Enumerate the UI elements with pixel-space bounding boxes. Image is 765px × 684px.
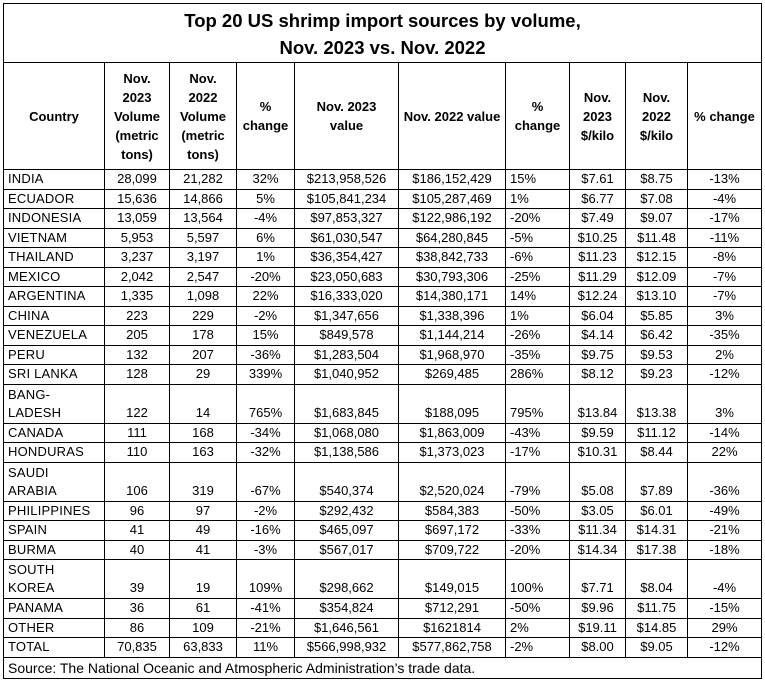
country-cell: ARGENTINA bbox=[4, 287, 105, 307]
volume-2022-cell: 3,197 bbox=[170, 248, 237, 268]
price-2023-cell: $4.14 bbox=[570, 326, 626, 346]
table-row bbox=[4, 248, 762, 268]
value-2022-cell: $14,380,171 bbox=[399, 287, 506, 307]
value-change-cell: -43% bbox=[506, 423, 570, 443]
volume-2022-cell: 163 bbox=[170, 443, 237, 463]
value-2023-cell: $1,040,952 bbox=[295, 365, 399, 385]
volume-change-cell: -3% bbox=[237, 540, 295, 560]
volume-change-cell: 11% bbox=[237, 638, 295, 658]
price-2023-cell: $12.24 bbox=[570, 287, 626, 307]
volume-2023-cell: 70,835 bbox=[105, 638, 170, 658]
value-2022-cell: $584,383 bbox=[399, 501, 506, 521]
header-price-change: % change bbox=[688, 63, 762, 170]
table-row bbox=[4, 189, 762, 209]
country-cell: PANAMA bbox=[4, 599, 105, 619]
price-2023-cell: $13.84 bbox=[570, 384, 626, 423]
volume-2022-cell: 2,547 bbox=[170, 267, 237, 287]
value-2023-cell: $1,068,080 bbox=[295, 423, 399, 443]
value-change-cell: 286% bbox=[506, 365, 570, 385]
value-change-cell: 14% bbox=[506, 287, 570, 307]
price-2022-cell: $14.31 bbox=[626, 521, 688, 541]
value-change-cell: 1% bbox=[506, 189, 570, 209]
value-change-cell: -33% bbox=[506, 521, 570, 541]
country-cell: BURMA bbox=[4, 540, 105, 560]
volume-2023-cell: 28,099 bbox=[105, 170, 170, 190]
volume-change-cell: 109% bbox=[237, 560, 295, 599]
country-cell: CHINA bbox=[4, 306, 105, 326]
header-price-2023: Nov. 2023 $/kilo bbox=[570, 63, 626, 170]
country-cell: SAUDI ARABIA bbox=[4, 462, 105, 501]
value-change-cell: -17% bbox=[506, 443, 570, 463]
value-2022-cell: $122,986,192 bbox=[399, 209, 506, 229]
value-2022-cell: $2,520,024 bbox=[399, 462, 506, 501]
price-change-cell: -4% bbox=[688, 189, 762, 209]
value-2023-cell: $23,050,683 bbox=[295, 267, 399, 287]
price-2023-cell: $10.25 bbox=[570, 228, 626, 248]
volume-change-cell: -16% bbox=[237, 521, 295, 541]
value-2023-cell: $1,683,845 bbox=[295, 384, 399, 423]
table-row bbox=[4, 267, 762, 287]
volume-2022-cell: 21,282 bbox=[170, 170, 237, 190]
table-row bbox=[4, 287, 762, 307]
volume-change-cell: -36% bbox=[237, 345, 295, 365]
volume-2023-cell: 15,636 bbox=[105, 189, 170, 209]
table-row bbox=[4, 540, 762, 560]
price-change-cell: 22% bbox=[688, 443, 762, 463]
volume-2023-cell: 106 bbox=[105, 462, 170, 501]
volume-change-cell: -2% bbox=[237, 306, 295, 326]
price-2022-cell: $9.05 bbox=[626, 638, 688, 658]
price-2022-cell: $8.44 bbox=[626, 443, 688, 463]
volume-2023-cell: 36 bbox=[105, 599, 170, 619]
value-change-cell: 795% bbox=[506, 384, 570, 423]
price-2023-cell: $3.05 bbox=[570, 501, 626, 521]
price-change-cell: -11% bbox=[688, 228, 762, 248]
value-2022-cell: $577,862,758 bbox=[399, 638, 506, 658]
price-2023-cell: $11.23 bbox=[570, 248, 626, 268]
table-row bbox=[4, 618, 762, 638]
country-cell: VIETNAM bbox=[4, 228, 105, 248]
table-row bbox=[4, 384, 762, 423]
volume-2023-cell: 205 bbox=[105, 326, 170, 346]
country-cell: CANADA bbox=[4, 423, 105, 443]
value-2023-cell: $61,030,547 bbox=[295, 228, 399, 248]
volume-change-cell: -41% bbox=[237, 599, 295, 619]
price-2022-cell: $13.38 bbox=[626, 384, 688, 423]
value-2022-cell: $697,172 bbox=[399, 521, 506, 541]
value-change-cell: -5% bbox=[506, 228, 570, 248]
shrimp-import-table bbox=[3, 3, 762, 679]
volume-2022-cell: 49 bbox=[170, 521, 237, 541]
price-2022-cell: $6.42 bbox=[626, 326, 688, 346]
price-2022-cell: $11.12 bbox=[626, 423, 688, 443]
value-change-cell: -50% bbox=[506, 501, 570, 521]
title-line-1: Top 20 US shrimp import sources by volume, bbox=[184, 10, 581, 31]
value-change-cell: -6% bbox=[506, 248, 570, 268]
value-2023-cell: $292,432 bbox=[295, 501, 399, 521]
price-2023-cell: $10.31 bbox=[570, 443, 626, 463]
table-title bbox=[4, 4, 762, 63]
price-change-cell: 3% bbox=[688, 384, 762, 423]
price-2022-cell: $9.07 bbox=[626, 209, 688, 229]
volume-2023-cell: 39 bbox=[105, 560, 170, 599]
table-row bbox=[4, 306, 762, 326]
header-volume-2023: Nov. 2023 Volume (metric tons) bbox=[105, 63, 170, 170]
country-cell: VENEZUELA bbox=[4, 326, 105, 346]
price-change-cell: -13% bbox=[688, 170, 762, 190]
value-2022-cell: $1,373,023 bbox=[399, 443, 506, 463]
volume-2023-cell: 122 bbox=[105, 384, 170, 423]
price-2023-cell: $9.75 bbox=[570, 345, 626, 365]
price-2022-cell: $14.85 bbox=[626, 618, 688, 638]
value-2023-cell: $1,347,656 bbox=[295, 306, 399, 326]
volume-change-cell: 22% bbox=[237, 287, 295, 307]
value-change-cell: -20% bbox=[506, 209, 570, 229]
price-change-cell: 3% bbox=[688, 306, 762, 326]
value-change-cell: -20% bbox=[506, 540, 570, 560]
value-2023-cell: $354,824 bbox=[295, 599, 399, 619]
value-2023-cell: $540,374 bbox=[295, 462, 399, 501]
price-change-cell: -49% bbox=[688, 501, 762, 521]
value-change-cell: 2% bbox=[506, 618, 570, 638]
price-2022-cell: $9.53 bbox=[626, 345, 688, 365]
country-cell: PHILIPPINES bbox=[4, 501, 105, 521]
volume-2022-cell: 207 bbox=[170, 345, 237, 365]
volume-change-cell: 339% bbox=[237, 365, 295, 385]
volume-2022-cell: 19 bbox=[170, 560, 237, 599]
price-2022-cell: $17.38 bbox=[626, 540, 688, 560]
table-row bbox=[4, 521, 762, 541]
country-cell: SRI LANKA bbox=[4, 365, 105, 385]
price-change-cell: -14% bbox=[688, 423, 762, 443]
price-2023-cell: $6.04 bbox=[570, 306, 626, 326]
volume-2023-cell: 223 bbox=[105, 306, 170, 326]
volume-2022-cell: 14 bbox=[170, 384, 237, 423]
header-price-2022: Nov. 2022 $/kilo bbox=[626, 63, 688, 170]
country-cell: TOTAL bbox=[4, 638, 105, 658]
price-change-cell: -15% bbox=[688, 599, 762, 619]
price-2023-cell: $8.12 bbox=[570, 365, 626, 385]
price-change-cell: -12% bbox=[688, 638, 762, 658]
header-country: Country bbox=[4, 63, 105, 170]
volume-change-cell: 32% bbox=[237, 170, 295, 190]
volume-2022-cell: 178 bbox=[170, 326, 237, 346]
volume-2023-cell: 5,953 bbox=[105, 228, 170, 248]
title-line-2: Nov. 2023 vs. Nov. 2022 bbox=[279, 37, 486, 58]
volume-2022-cell: 61 bbox=[170, 599, 237, 619]
price-2022-cell: $13.10 bbox=[626, 287, 688, 307]
price-2022-cell: $7.08 bbox=[626, 189, 688, 209]
table-row bbox=[4, 170, 762, 190]
value-change-cell: -25% bbox=[506, 267, 570, 287]
source-note: Source: The National Oceanic and Atmospheric Administration’s trade data. bbox=[4, 657, 762, 678]
price-change-cell: -12% bbox=[688, 365, 762, 385]
volume-2023-cell: 132 bbox=[105, 345, 170, 365]
price-change-cell: -18% bbox=[688, 540, 762, 560]
volume-2023-cell: 40 bbox=[105, 540, 170, 560]
value-2022-cell: $1621814 bbox=[399, 618, 506, 638]
value-2022-cell: $149,015 bbox=[399, 560, 506, 599]
volume-2022-cell: 5,597 bbox=[170, 228, 237, 248]
table-row bbox=[4, 326, 762, 346]
country-cell: PERU bbox=[4, 345, 105, 365]
volume-2022-cell: 168 bbox=[170, 423, 237, 443]
volume-2023-cell: 1,335 bbox=[105, 287, 170, 307]
volume-2023-cell: 13,059 bbox=[105, 209, 170, 229]
price-2022-cell: $6.01 bbox=[626, 501, 688, 521]
value-2023-cell: $36,354,427 bbox=[295, 248, 399, 268]
price-2022-cell: $12.09 bbox=[626, 267, 688, 287]
volume-change-cell: 1% bbox=[237, 248, 295, 268]
country-cell: HONDURAS bbox=[4, 443, 105, 463]
price-2023-cell: $7.61 bbox=[570, 170, 626, 190]
value-2023-cell: $1,283,504 bbox=[295, 345, 399, 365]
volume-2022-cell: 319 bbox=[170, 462, 237, 501]
volume-2022-cell: 41 bbox=[170, 540, 237, 560]
price-2023-cell: $5.08 bbox=[570, 462, 626, 501]
value-2023-cell: $465,097 bbox=[295, 521, 399, 541]
header-value-2023: Nov. 2023 value bbox=[295, 63, 399, 170]
price-change-cell: -8% bbox=[688, 248, 762, 268]
table-row bbox=[4, 501, 762, 521]
price-change-cell: -35% bbox=[688, 326, 762, 346]
volume-2023-cell: 2,042 bbox=[105, 267, 170, 287]
price-change-cell: -4% bbox=[688, 560, 762, 599]
value-change-cell: 15% bbox=[506, 170, 570, 190]
value-2023-cell: $567,017 bbox=[295, 540, 399, 560]
price-2023-cell: $8.00 bbox=[570, 638, 626, 658]
volume-2023-cell: 110 bbox=[105, 443, 170, 463]
volume-change-cell: -21% bbox=[237, 618, 295, 638]
header-value-change: % change bbox=[506, 63, 570, 170]
table-row bbox=[4, 599, 762, 619]
table-row bbox=[4, 443, 762, 463]
value-2022-cell: $188,095 bbox=[399, 384, 506, 423]
price-2022-cell: $5.85 bbox=[626, 306, 688, 326]
volume-change-cell: -20% bbox=[237, 267, 295, 287]
price-2022-cell: $8.75 bbox=[626, 170, 688, 190]
country-cell: THAILAND bbox=[4, 248, 105, 268]
price-2023-cell: $7.49 bbox=[570, 209, 626, 229]
volume-2023-cell: 96 bbox=[105, 501, 170, 521]
price-2023-cell: $6.77 bbox=[570, 189, 626, 209]
volume-change-cell: 765% bbox=[237, 384, 295, 423]
price-change-cell: 2% bbox=[688, 345, 762, 365]
price-2023-cell: $9.96 bbox=[570, 599, 626, 619]
volume-2023-cell: 3,237 bbox=[105, 248, 170, 268]
header-value-2022: Nov. 2022 value bbox=[399, 63, 506, 170]
table-row bbox=[4, 638, 762, 658]
volume-2023-cell: 111 bbox=[105, 423, 170, 443]
value-2022-cell: $1,144,214 bbox=[399, 326, 506, 346]
value-2022-cell: $1,863,009 bbox=[399, 423, 506, 443]
header-volume-change: % change bbox=[237, 63, 295, 170]
volume-2022-cell: 229 bbox=[170, 306, 237, 326]
price-2023-cell: $9.59 bbox=[570, 423, 626, 443]
value-change-cell: 100% bbox=[506, 560, 570, 599]
volume-change-cell: -34% bbox=[237, 423, 295, 443]
country-cell: SOUTH KOREA bbox=[4, 560, 105, 599]
table-row bbox=[4, 345, 762, 365]
value-2022-cell: $1,338,396 bbox=[399, 306, 506, 326]
price-2023-cell: $7.71 bbox=[570, 560, 626, 599]
price-2022-cell: $9.23 bbox=[626, 365, 688, 385]
country-cell: SPAIN bbox=[4, 521, 105, 541]
price-2022-cell: $11.75 bbox=[626, 599, 688, 619]
price-2022-cell: $8.04 bbox=[626, 560, 688, 599]
value-2022-cell: $269,485 bbox=[399, 365, 506, 385]
volume-2023-cell: 86 bbox=[105, 618, 170, 638]
table-row bbox=[4, 365, 762, 385]
price-2022-cell: $12.15 bbox=[626, 248, 688, 268]
volume-change-cell: -32% bbox=[237, 443, 295, 463]
price-change-cell: 29% bbox=[688, 618, 762, 638]
volume-2022-cell: 1,098 bbox=[170, 287, 237, 307]
country-cell: BANG-LADESH bbox=[4, 384, 105, 423]
volume-change-cell: -4% bbox=[237, 209, 295, 229]
volume-2023-cell: 41 bbox=[105, 521, 170, 541]
country-cell: MEXICO bbox=[4, 267, 105, 287]
table-row bbox=[4, 209, 762, 229]
value-2023-cell: $16,333,020 bbox=[295, 287, 399, 307]
value-2022-cell: $712,291 bbox=[399, 599, 506, 619]
price-2023-cell: $14.34 bbox=[570, 540, 626, 560]
value-2022-cell: $64,280,845 bbox=[399, 228, 506, 248]
value-change-cell: -26% bbox=[506, 326, 570, 346]
volume-2022-cell: 13,564 bbox=[170, 209, 237, 229]
price-change-cell: -21% bbox=[688, 521, 762, 541]
volume-change-cell: 15% bbox=[237, 326, 295, 346]
table-row bbox=[4, 462, 762, 501]
price-2022-cell: $11.48 bbox=[626, 228, 688, 248]
value-change-cell: -35% bbox=[506, 345, 570, 365]
price-change-cell: -17% bbox=[688, 209, 762, 229]
value-2023-cell: $1,138,586 bbox=[295, 443, 399, 463]
value-2022-cell: $30,793,306 bbox=[399, 267, 506, 287]
price-2023-cell: $19.11 bbox=[570, 618, 626, 638]
value-change-cell: -79% bbox=[506, 462, 570, 501]
price-change-cell: -7% bbox=[688, 287, 762, 307]
country-cell: INDONESIA bbox=[4, 209, 105, 229]
price-2022-cell: $7.89 bbox=[626, 462, 688, 501]
value-2023-cell: $213,958,526 bbox=[295, 170, 399, 190]
price-change-cell: -36% bbox=[688, 462, 762, 501]
volume-2022-cell: 63,833 bbox=[170, 638, 237, 658]
value-change-cell: 1% bbox=[506, 306, 570, 326]
value-2022-cell: $105,287,469 bbox=[399, 189, 506, 209]
value-2023-cell: $566,998,932 bbox=[295, 638, 399, 658]
country-cell: OTHER bbox=[4, 618, 105, 638]
volume-change-cell: 5% bbox=[237, 189, 295, 209]
price-2023-cell: $11.29 bbox=[570, 267, 626, 287]
value-2023-cell: $105,841,234 bbox=[295, 189, 399, 209]
value-2023-cell: $298,662 bbox=[295, 560, 399, 599]
value-2022-cell: $38,842,733 bbox=[399, 248, 506, 268]
price-2023-cell: $11.34 bbox=[570, 521, 626, 541]
value-2023-cell: $849,578 bbox=[295, 326, 399, 346]
volume-2022-cell: 14,866 bbox=[170, 189, 237, 209]
volume-2022-cell: 29 bbox=[170, 365, 237, 385]
header-volume-2022: Nov. 2022 Volume (metric tons) bbox=[170, 63, 237, 170]
country-cell: ECUADOR bbox=[4, 189, 105, 209]
volume-2023-cell: 128 bbox=[105, 365, 170, 385]
table-body bbox=[4, 170, 762, 658]
table-row bbox=[4, 228, 762, 248]
value-2022-cell: $709,722 bbox=[399, 540, 506, 560]
value-2022-cell: $1,968,970 bbox=[399, 345, 506, 365]
value-2023-cell: $97,853,327 bbox=[295, 209, 399, 229]
volume-change-cell: -67% bbox=[237, 462, 295, 501]
value-2022-cell: $186,152,429 bbox=[399, 170, 506, 190]
volume-change-cell: -2% bbox=[237, 501, 295, 521]
volume-2022-cell: 109 bbox=[170, 618, 237, 638]
value-change-cell: -50% bbox=[506, 599, 570, 619]
volume-change-cell: 6% bbox=[237, 228, 295, 248]
value-2023-cell: $1,646,561 bbox=[295, 618, 399, 638]
header-row bbox=[4, 63, 762, 170]
price-change-cell: -7% bbox=[688, 267, 762, 287]
value-change-cell: -2% bbox=[506, 638, 570, 658]
table-row bbox=[4, 560, 762, 599]
volume-2022-cell: 97 bbox=[170, 501, 237, 521]
table-row bbox=[4, 423, 762, 443]
country-cell: INDIA bbox=[4, 170, 105, 190]
